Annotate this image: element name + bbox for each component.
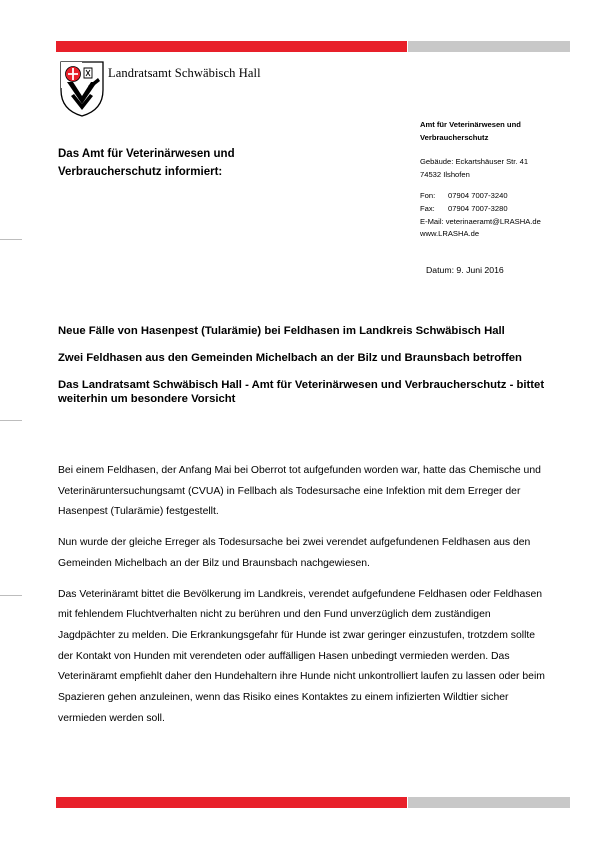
- intro-line-2: Verbraucherschutz informiert:: [58, 166, 223, 178]
- building-address: Gebäude: Eckartshäuser Str. 41: [420, 157, 529, 167]
- headline-block: [58, 324, 548, 419]
- contact-block: [420, 119, 590, 241]
- email-link[interactable]: E-Mail: veterinaeramt@LRASHA.de: [420, 216, 541, 226]
- paragraph-2: Nun wurde der gleiche Erreger als Todesursache bei zwei verendet aufgefundenen Feldhasen aus den Gemeinden Michelbach an der Bilz und Braunsbach nachgewiesen.: [58, 537, 531, 569]
- punch-mark: [0, 420, 22, 421]
- coat-of-arms-icon: [58, 60, 106, 118]
- city-address: 74532 Ilshofen: [420, 169, 470, 179]
- fold-mark-top: [0, 239, 22, 240]
- body-text: [58, 461, 546, 739]
- website-link[interactable]: www.LRASHA.de: [420, 229, 480, 239]
- paragraph-3: Das Veterinäramt bittet die Bevölkerung im Landkreis, verendet aufgefundene Feldhasen oder Feldhasen mit fehlendem Fluchtverhalten nicht zu berühren und den Fund unverzüglich dem zuständigen Jagdpächter zu melden. Die Erkrankungsgefahr für Hunde ist zwar geringer einzustufen, trotzdem sollte der Kontakt von Hunden mit verendeten oder auffälligen Hasen unbedingt vermieden werden. Das Veterinäramt empfiehlt daher den Hundehaltern ihre Hunde nicht unkontrolliert laufen zu lassen oder beim Spazieren gehen anzuleinen, wenn das Risiko eines Kontaktes zu einem infizierten Wildtier sicher vermieden werden soll.: [58, 588, 545, 724]
- top-red-bar: [56, 41, 407, 52]
- paragraph-1: Bei einem Feldhasen, der Anfang Mai bei Oberrot tot aufgefunden worden war, hatte das Chemische und Veterinäruntersuchungsamt (CVUA) in Fellbach als Todesursache eine Infektion mit dem Erreger der Hasenpest (Tularämie) festgestellt.: [58, 465, 541, 518]
- phone-line: Fon: 07904 7007-3240: [420, 191, 508, 201]
- organization-name: Landratsamt Schwäbisch Hall: [108, 66, 261, 80]
- fold-mark-bottom: [0, 595, 22, 596]
- top-grey-bar: [408, 41, 570, 52]
- department-name: Amt für Veterinärwesen und Verbraucherschutz: [420, 120, 521, 142]
- subheadline: Zwei Feldhasen aus den Gemeinden Michelbach an der Bilz und Braunsbach betroffen: [58, 352, 522, 364]
- document-date: Datum: 9. Juni 2016: [426, 265, 504, 275]
- intro-heading: [58, 145, 318, 181]
- intro-line-1: Das Amt für Veterinärwesen und: [58, 148, 235, 160]
- bottom-red-bar: [56, 797, 407, 808]
- fax-line: Fax: 07904 7007-3280: [420, 203, 508, 213]
- bottom-grey-bar: [408, 797, 570, 808]
- headline: Neue Fälle von Hasenpest (Tularämie) bei Feldhasen im Landkreis Schwäbisch Hall: [58, 325, 505, 337]
- subheadline-2: Das Landratsamt Schwäbisch Hall - Amt für Veterinärwesen und Verbraucherschutz - bittet weiterhin um besondere Vorsicht: [58, 379, 545, 405]
